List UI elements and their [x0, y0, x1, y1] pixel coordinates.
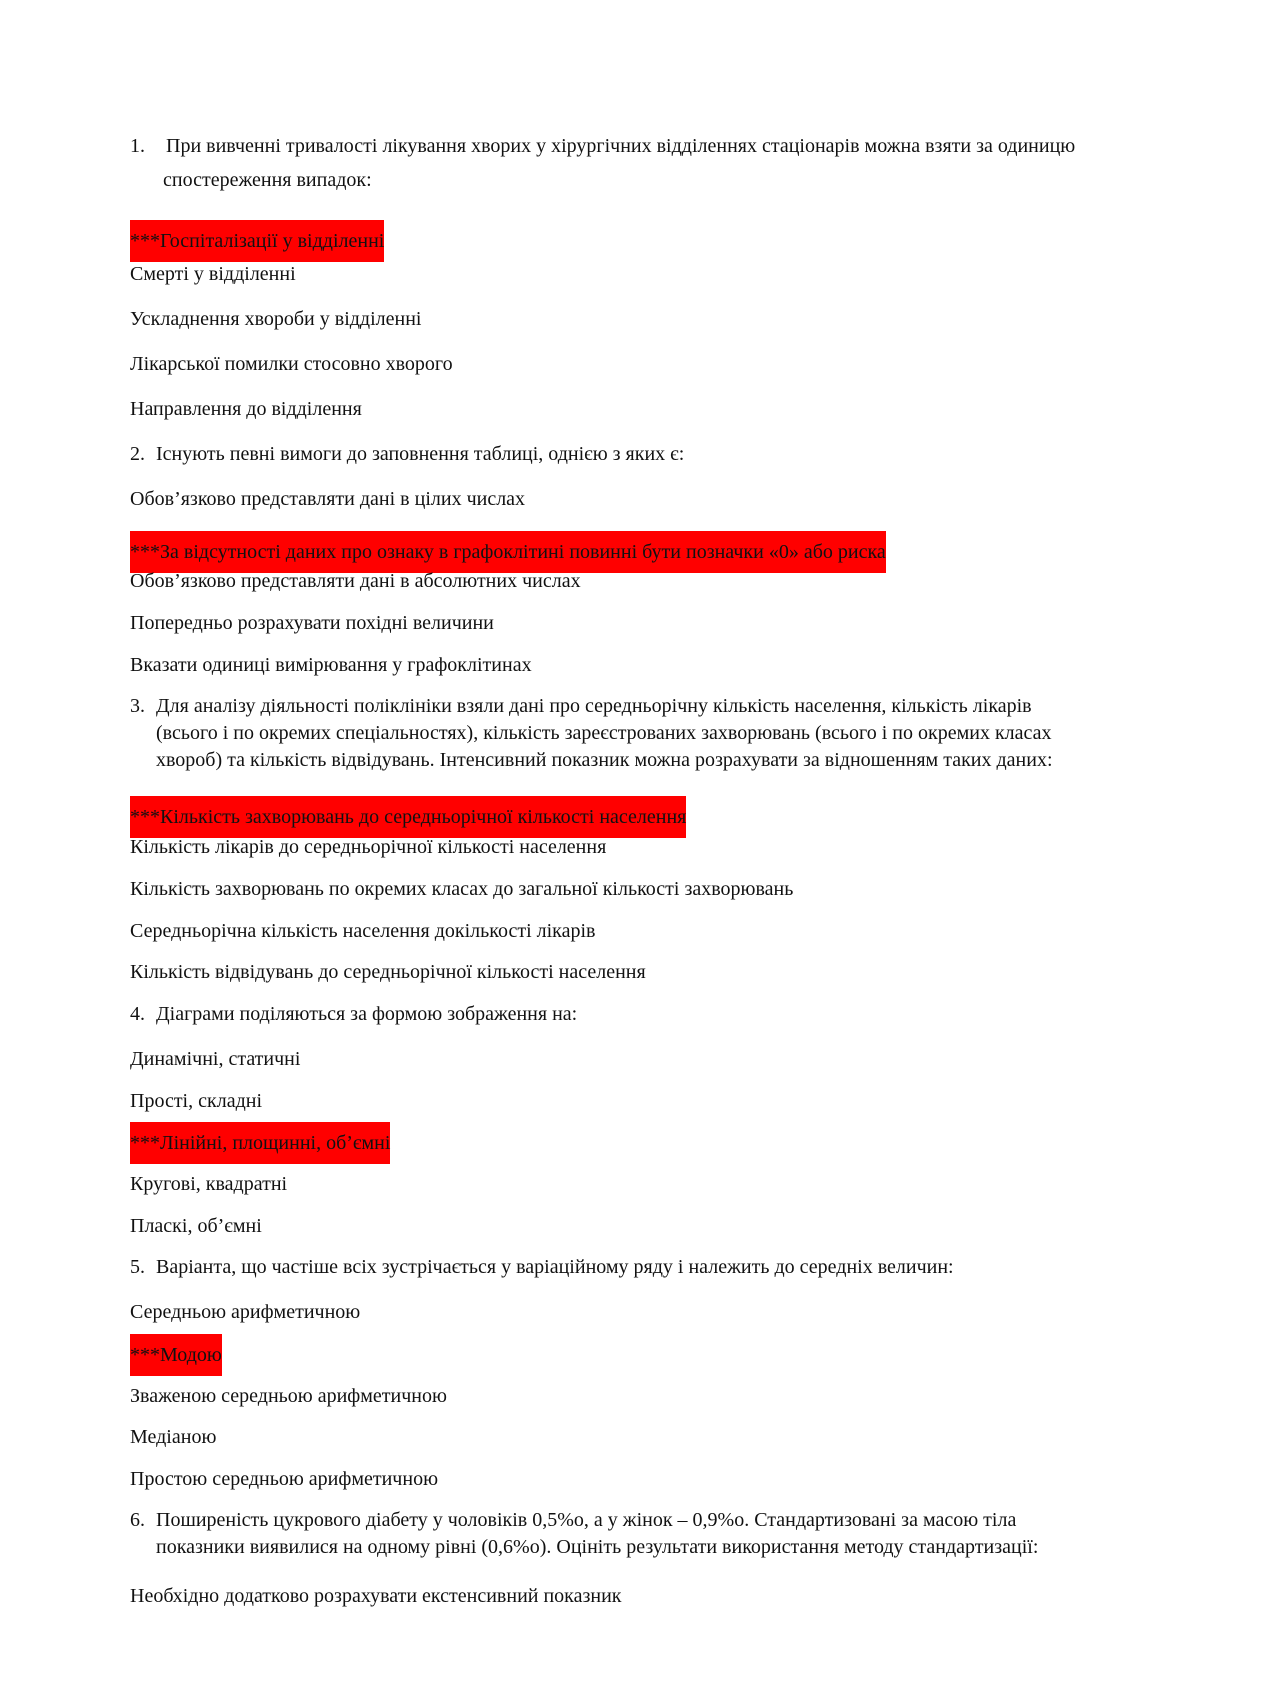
correct-answer-highlight: ***Кількість захворювань до середньорічної кількості населення	[130, 796, 686, 838]
question-3-text-cont: (всього і по окремих спеціальностях), кількість зареєстрованих захворювань (всього і по окремих класах	[156, 722, 1052, 744]
question-5-option-1	[130, 1299, 360, 1325]
question-3-option-1	[130, 796, 686, 838]
question-3-line-2	[156, 720, 1052, 746]
option-text: Середньорічна кількість населення докількості лікарів	[130, 920, 596, 942]
question-3-text-cont-2: хвороб) та кількість відвідувань. Інтенсивний показник можна розрахувати за відношенням таких даних:	[156, 749, 1053, 771]
question-4-text: Діаграми поділяються за формою зображення на:	[156, 1003, 578, 1025]
question-6-number: 6.	[130, 1509, 145, 1531]
question-1-option-2	[130, 261, 296, 287]
option-text: Динамічні, статичні	[130, 1048, 301, 1070]
question-4-option-5	[130, 1213, 262, 1239]
question-6-line-1	[130, 1507, 1016, 1533]
question-2-number: 2.	[130, 443, 145, 465]
question-4-number: 4.	[130, 1003, 145, 1025]
question-4-option-3	[130, 1122, 390, 1164]
option-text: Кількість відвідувань до середньорічної кількості населення	[130, 961, 646, 983]
option-text: Кругові, квадратні	[130, 1173, 288, 1195]
question-6-line-2	[156, 1534, 1038, 1560]
correct-answer-highlight: ***Модою	[130, 1334, 222, 1376]
question-2-line-1	[130, 441, 684, 467]
question-5-option-4	[130, 1424, 216, 1450]
question-1-text: При вивченні тривалості лікування хворих у хірургічних відділеннях стаціонарів можна взяти за одиницю	[166, 135, 1076, 157]
question-1-number: 1.	[130, 135, 145, 157]
option-text: Необхідно додатково розрахувати екстенсивний показник	[130, 1585, 622, 1607]
question-1-option-1	[130, 220, 384, 262]
question-2-option-2	[130, 531, 886, 573]
question-6-option-1	[130, 1583, 622, 1609]
question-1-option-3	[130, 306, 421, 332]
question-3-option-3	[130, 876, 793, 902]
question-2-option-1	[130, 486, 525, 512]
question-1-line-1	[130, 133, 1075, 159]
question-2-option-4	[130, 610, 494, 636]
question-1-text-cont: спостереження випадок:	[163, 169, 372, 191]
question-4-option-1	[130, 1046, 300, 1072]
question-2-text: Існують певні вимоги до заповнення таблиці, однією з яких є:	[156, 443, 685, 465]
question-6-text-cont: показники виявилися на одному рівні (0,6%о). Оцініть результати використання методу стандартизації:	[156, 1536, 1039, 1558]
correct-answer-highlight: ***За відсутності даних про ознаку в графоклітині повинні бути позначки «0» або риска	[130, 531, 886, 573]
option-text: Обов’язково представляти дані в цілих числах	[130, 488, 526, 510]
option-text: Зваженою середньою арифметичною	[130, 1385, 447, 1407]
question-3-option-5	[130, 959, 646, 985]
option-text: Лікарської помилки стосовно хворого	[130, 353, 453, 375]
question-6-text: Поширеність цукрового діабету у чоловіків 0,5%о, а у жінок – 0,9%о. Стандартизовані за масою тіла	[156, 1509, 1017, 1531]
question-1-option-4	[130, 351, 453, 377]
question-3-option-4	[130, 918, 595, 944]
option-text: Медіаною	[130, 1426, 217, 1448]
correct-answer-highlight: ***Лінійні, площинні, об’ємні	[130, 1122, 390, 1164]
question-1-line-2	[163, 167, 372, 193]
question-5-line-1	[130, 1254, 954, 1280]
option-text: Кількість лікарів до середньорічної кількості населення	[130, 836, 607, 858]
option-text: Прості, складні	[130, 1090, 263, 1112]
question-3-number: 3.	[130, 695, 145, 717]
question-5-option-2	[130, 1334, 222, 1376]
option-text: Середньою арифметичною	[130, 1301, 361, 1323]
option-text: Смерті у відділенні	[130, 263, 296, 285]
question-5-number: 5.	[130, 1256, 145, 1278]
option-text: Направлення до відділення	[130, 398, 362, 420]
question-4-option-2	[130, 1088, 262, 1114]
question-1-option-5	[130, 396, 362, 422]
question-5-option-5	[130, 1466, 438, 1492]
option-text: Вказати одиниці вимірювання у графоклітинах	[130, 654, 532, 676]
question-3-line-1	[130, 693, 1032, 719]
option-text: Обов’язково представляти дані в абсолютних числах	[130, 570, 581, 592]
question-3-option-2	[130, 834, 606, 860]
question-2-option-5	[130, 652, 532, 678]
option-text: Простою середньою арифметичною	[130, 1468, 439, 1490]
question-5-text: Варіанта, що частіше всіх зустрічається у варіаційному ряду і належить до середніх величин:	[156, 1256, 954, 1278]
question-4-option-4	[130, 1171, 287, 1197]
question-2-option-3	[130, 568, 581, 594]
question-5-option-3	[130, 1383, 447, 1409]
option-text: Пласкі, об’ємні	[130, 1215, 262, 1237]
question-3-text: Для аналізу діяльності поліклініки взяли дані про середньорічну кількість населення, кількість лікарів	[156, 695, 1032, 717]
question-4-line-1	[130, 1001, 577, 1027]
option-text: Ускладнення хвороби у відділенні	[130, 308, 422, 330]
correct-answer-highlight: ***Госпіталізації у відділенні	[130, 220, 384, 262]
option-text: Кількість захворювань по окремих класах до загальної кількості захворювань	[130, 878, 794, 900]
option-text: Попередньо розрахувати похідні величини	[130, 612, 494, 634]
question-3-line-3	[156, 747, 1053, 773]
